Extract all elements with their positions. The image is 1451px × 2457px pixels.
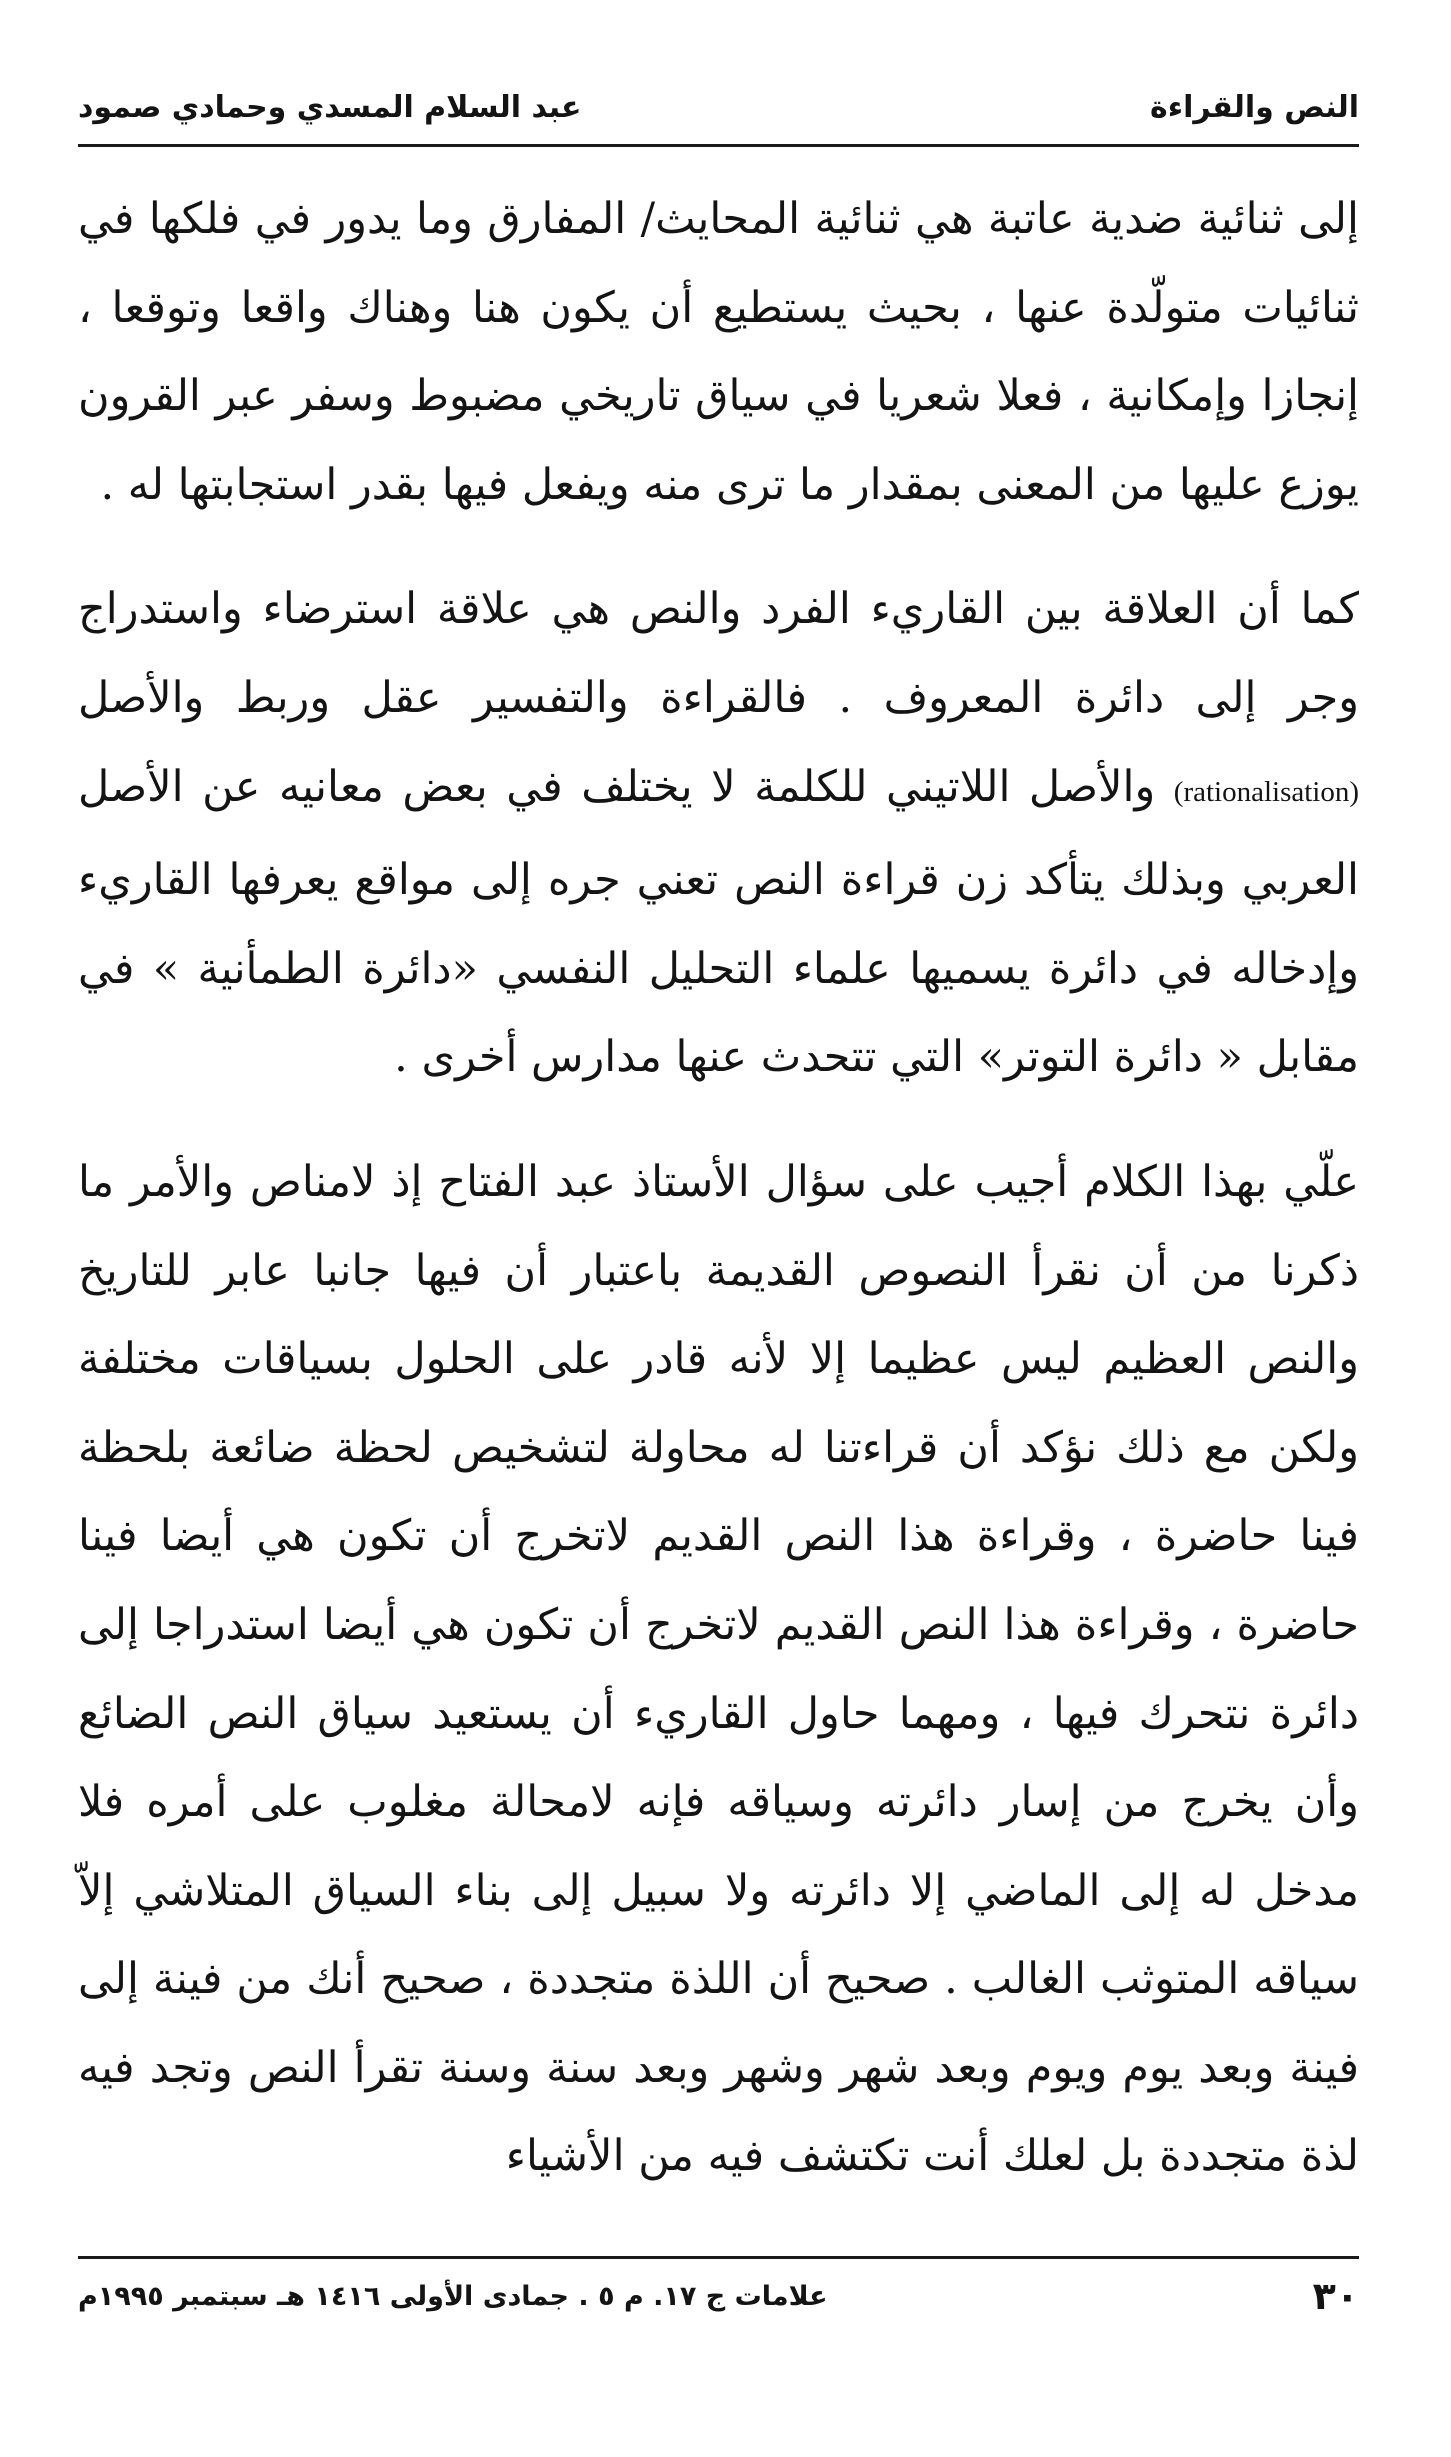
running-header	[78, 78, 1359, 136]
paragraph-2-part-2: والأصل اللاتيني للكلمة لا يختلف في بعض معانيه عن الأصل العربي وبذلك يتأكد زن قراءة النص تعني جره إلى مواقع يعرفها القاريء وإدخاله في دائرة يسميها علماء التحليل النفسي «دائرة الطمأنية » في مقابل « دائرة التوتر» التي تتحدث عنها مدارس أخرى .	[78, 761, 1359, 1083]
latin-term: (rationalisation)	[1173, 775, 1359, 808]
footer-divider	[78, 2256, 1359, 2259]
section-title: النص والقراءة	[1150, 89, 1359, 125]
page-number: ٣٠	[1312, 2274, 1359, 2318]
paragraph-1: إلى ثنائية ضدية عاتبة هي ثنائية المحايث/ المفارق وما يدور في فلكها في ثنائيات متولّدة عنها ، بحيث يستطيع أن يكون هنا وهناك واقعا وتوقعا ، إنجازا وإمكانية ، فعلا شعريا في سياق تاريخي مضبوط وسفر عبر القرون يوزع عليها من المعنى بمقدار ما ترى منه ويفعل فيها بقدر استجابتها له .	[78, 194, 1359, 510]
body-text	[78, 175, 1359, 2201]
paragraph-3: علّي بهذا الكلام أجيب على سؤال الأستاذ عبد الفتاح إذ لامناص والأمر ما ذكرنا من أن نقرأ النصوص القديمة باعتبار أن فيها جانبا عابر للتاريخ والنص العظيم ليس عظيما إلا لأنه قادر على الحلول بسياقات مختلفة ولكن مع ذلك نؤكد أن قراءتنا له محاولة لتشخيص لحظة ضائعة بلحظة فينا حاضرة ، وقراءة هذا النص القديم لاتخرج أن تكون هي أيضا فينا حاضرة ، وقراءة هذا النص القديم لاتخرج أن تكون هي أيضا استدراجا إلى دائرة نتحرك فيها ، ومهما حاول القاريء أن يستعيد سياق النص الضائع وأن يخرج من إسار دائرته وسياقه فإنه لامحالة مغلوب على أمره فلا مدخل له إلى الماضي إلا دائرته ولا سبيل إلى بناء السياق المتلاشي إلاّ سياقه المتوثب الغالب . صحيح أن اللذة متجددة ، صحيح أنك من فينة إلى فينة وبعد يوم ويوم وبعد شهر وشهر وبعد سنة وسنة تقرأ النص وتجد فيه لذة متجددة بل لعلك أنت تكتشف فيه من الأشياء	[78, 1156, 1359, 2182]
paragraph-2	[78, 565, 1359, 1102]
journal-info: علامات ج ١٧. م ٥ . جمادى الأولى ١٤١٦ هـ سبتمبر ١٩٩٥م	[78, 2280, 828, 2312]
authors: عبد السلام المسدي وحمادي صمود	[78, 89, 582, 125]
header-divider	[78, 144, 1359, 147]
paragraph-2-part-1: كما أن العلاقة بين القاريء الفرد والنص هي علاقة استرضاء واستدراج وجر إلى دائرة المعروف . فالقراءة والتفسير عقل وربط والأصل	[78, 584, 1359, 723]
running-footer	[78, 2268, 1359, 2324]
